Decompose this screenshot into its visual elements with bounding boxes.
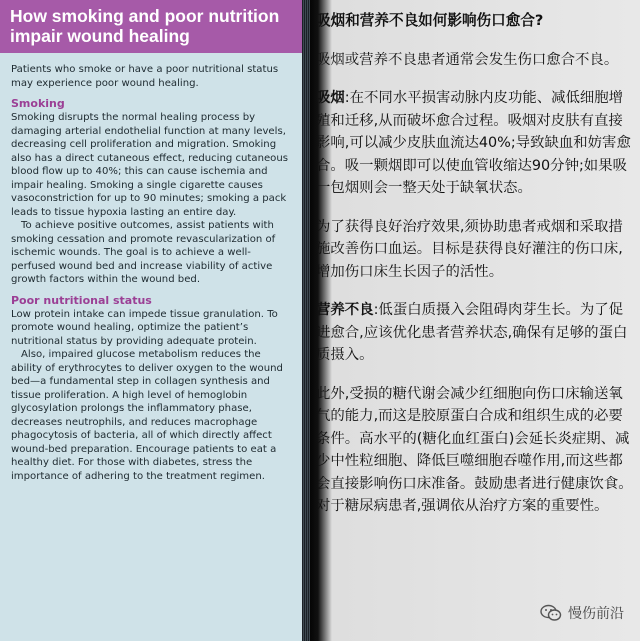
translation-title: 吸烟和营养不良如何影响伤口愈合? (316, 12, 544, 29)
translation-intro: 吸烟或营养不良患者通常会发生伤口愈合不良。 (316, 51, 619, 68)
translation-text (316, 10, 636, 534)
nutrition-heading: Poor nutritional status (11, 293, 152, 307)
wechat-icon (540, 604, 562, 622)
smoking-paragraph-1: Smoking disrupts the normal healing process by damaging arterial endothelial function at many levels, decreasing cell proliferation and migration. Smoking also has a direct cutaneous effect, reducing cutaneous blood flow up to 40%; this can cause ischemia and impair healing. Smoking a single cigarette causes vasoconstriction for up to 90 minutes; smoking a pack leads to tissue hypoxia lasting an entire day. (11, 112, 289, 218)
nutrition-text: :低蛋白质摄入会阻碍肉芽生长。为了促进愈合,应该优化患者营养状态,确保有足够的蛋白质摄入。 (316, 302, 628, 363)
translation-smoking-advice: 为了获得良好治疗效果,须协助患者戒烟和采取措施改善伤口血运。目标是获得良好灌注的伤口床,增加伤口床生长因子的活性。 (316, 218, 623, 280)
translation-glucose-paragraph: 此外,受损的糖代谢会减少红细胞向伤口床输送氧气的能力,而这是胶原蛋白合成和组织生成的必要条件。高水平的(糖化血红蛋白)会延长炎症期、减少中性粒细胞、降低巨噬细胞吞噬作用,而这些都会直接影响伤口床准备。鼓励患者进行健康饮食。对于糖尿病患者,强调依从治疗方案的重要性。 (316, 385, 633, 514)
smoking-text: :在不同水平损害动脉内皮功能、减低细胞增殖和迁移,从而破坏愈合过程。吸烟对皮肤有直接影响,可以减少皮肤血流达40%;导致缺血和妨害愈合。吸一颗烟即可以使血管收缩达90分钟;如果吸一包烟则会一整天处于缺氧状态。 (316, 90, 631, 196)
smoking-paragraph-2: To achieve positive outcomes, assist patients with smoking cessation and promote revascularization of ischemic wounds. The goal is to achieve a well-perfused wound bed and increase viability of active growth factors within the wound bed. (11, 220, 276, 285)
nutrition-paragraph-2: Also, impaired glucose metabolism reduces the ability of erythrocytes to deliver oxygen to the wound bed—a fundamental step in collagen synthesis and tissue proliferation. A high level of hemoglobin glycosylation prolongs the inflammatory phase, decreases neutrophils, and reduces macrophage phagocytosis of bacteria, all of which directly affect wound-bed preparation. Encourage patients to eat a healthy diet. For those with diabetes, stress the importance of adhering to the treatment regimen. (11, 349, 283, 482)
sidebar-title-line2: impair wound healing (10, 26, 190, 46)
intro-paragraph: Patients who smoke or have a poor nutritional status may experience poor wound healing. (11, 64, 279, 89)
smoking-label: 吸烟 (316, 90, 345, 106)
watermark-label: 慢伤前沿 (568, 606, 624, 622)
watermark (540, 603, 624, 623)
chinese-translation-panel (310, 0, 640, 641)
sidebar-body (0, 53, 302, 483)
translation-smoking-paragraph (316, 87, 636, 200)
nutrition-paragraph-1: Low protein intake can impede tissue granulation. To promote wound healing, optimize the patient’s nutritional status by providing adequate protein. (11, 308, 278, 347)
nutrition-label: 营养不良 (316, 302, 374, 318)
page-gutter-divider (302, 0, 310, 641)
sidebar-title (0, 0, 302, 53)
english-sidebar-box (0, 0, 302, 641)
smoking-heading: Smoking (11, 97, 65, 110)
sidebar-title-line1: How smoking and poor nutrition (10, 6, 280, 26)
translation-nutrition-paragraph (316, 299, 636, 367)
